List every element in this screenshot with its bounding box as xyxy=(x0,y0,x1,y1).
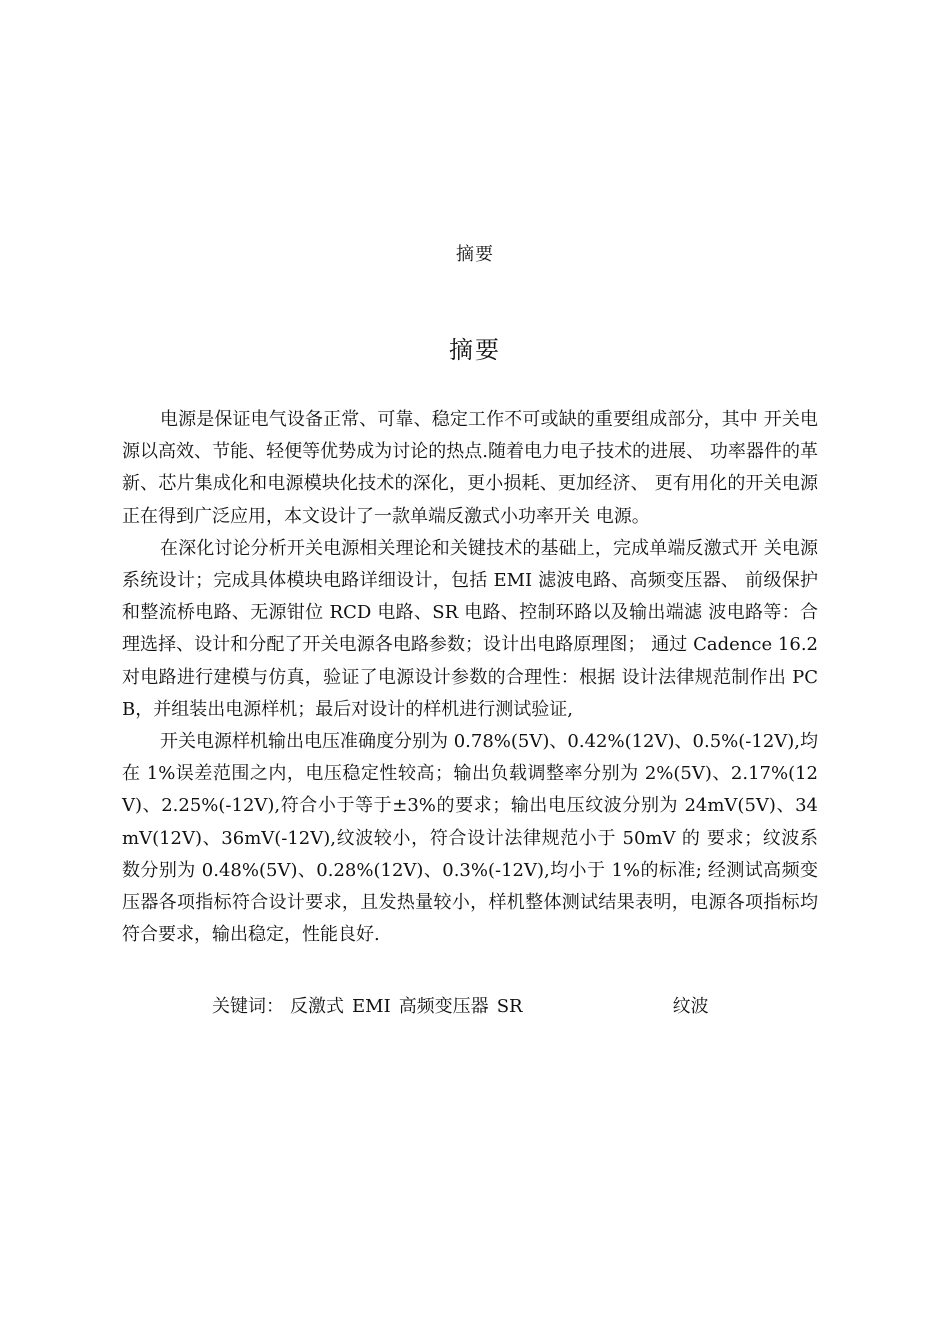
keyword-item: SR xyxy=(496,996,523,1017)
abstract-paragraph-2: 在深化讨论分析开关电源相关理论和关键技术的基础上，完成单端反激式开 关电源系统设计；完成具体模块电路详细设计，包括 EMI 滤波电路、高频变压器、 前级保护和整流桥电路、无源钳位 RCD 电路、SR 电路、控制环路以及输出端滤 波电路等：合理选择、设计和分配了开关电源各电路参数；设计出电路原理图； 通过 Cadence 16.2 对电路进行建模与仿真，验证了电源设计参数的合理性：根据 设计法律规范制作出 PCB，并组装出电源样机；最后对设计的样机进行测试验证, xyxy=(122,537,818,720)
running-header: 摘要 xyxy=(456,244,494,265)
keyword-item: 反激式 xyxy=(290,996,344,1017)
keyword-item: EMI xyxy=(352,996,391,1017)
abstract-paragraph-3: 开关电源样机输出电压准确度分别为 0.78%(5V)、0.42%(12V)、0.5%(-12V),均在 1%误差范围之内，电压稳定性较高；输出负载调整率分别为 2%(5V)、2.17%(12V)、2.25%(-12V),符合小于等于±3%的要求；输出电压纹波分别为 24mV(5V)、34mV(12V)、36mV(-12V),纹波较小，符合设计法律规范小于 50mV 的 要求；纹波系数分别为 0.48%(5V)、0.28%(12V)、0.3%(-12V),均小于 1%的标准; 经测试高频变压器各项指标符合设计要求，且发热量较小，样机整体测试结果表明，电源各项指标均符合要求，输出稳定，性能良好. xyxy=(122,731,819,946)
keywords-label: 关键词： xyxy=(212,996,284,1017)
keywords-line xyxy=(212,992,812,1022)
keyword-item: 纹波 xyxy=(672,996,709,1017)
abstract-paragraph-1: 电源是保证电气设备正常、可靠、稳定工作不可或缺的重要组成部分，其中 开关电源以高效、节能、轻便等优势成为讨论的热点.随着电力电子技术的进展、 功率器件的革新、芯片集成化和电源模块化技术的深化，更小损耗、更加经济、 更有用化的开关电源正在得到广泛应用，本文设计了一款单端反激式小功率开关 电源。 xyxy=(122,409,818,527)
page-title: 摘要 xyxy=(449,336,501,364)
keyword-item: 高频变压器 xyxy=(398,996,489,1017)
abstract-body xyxy=(122,404,818,951)
